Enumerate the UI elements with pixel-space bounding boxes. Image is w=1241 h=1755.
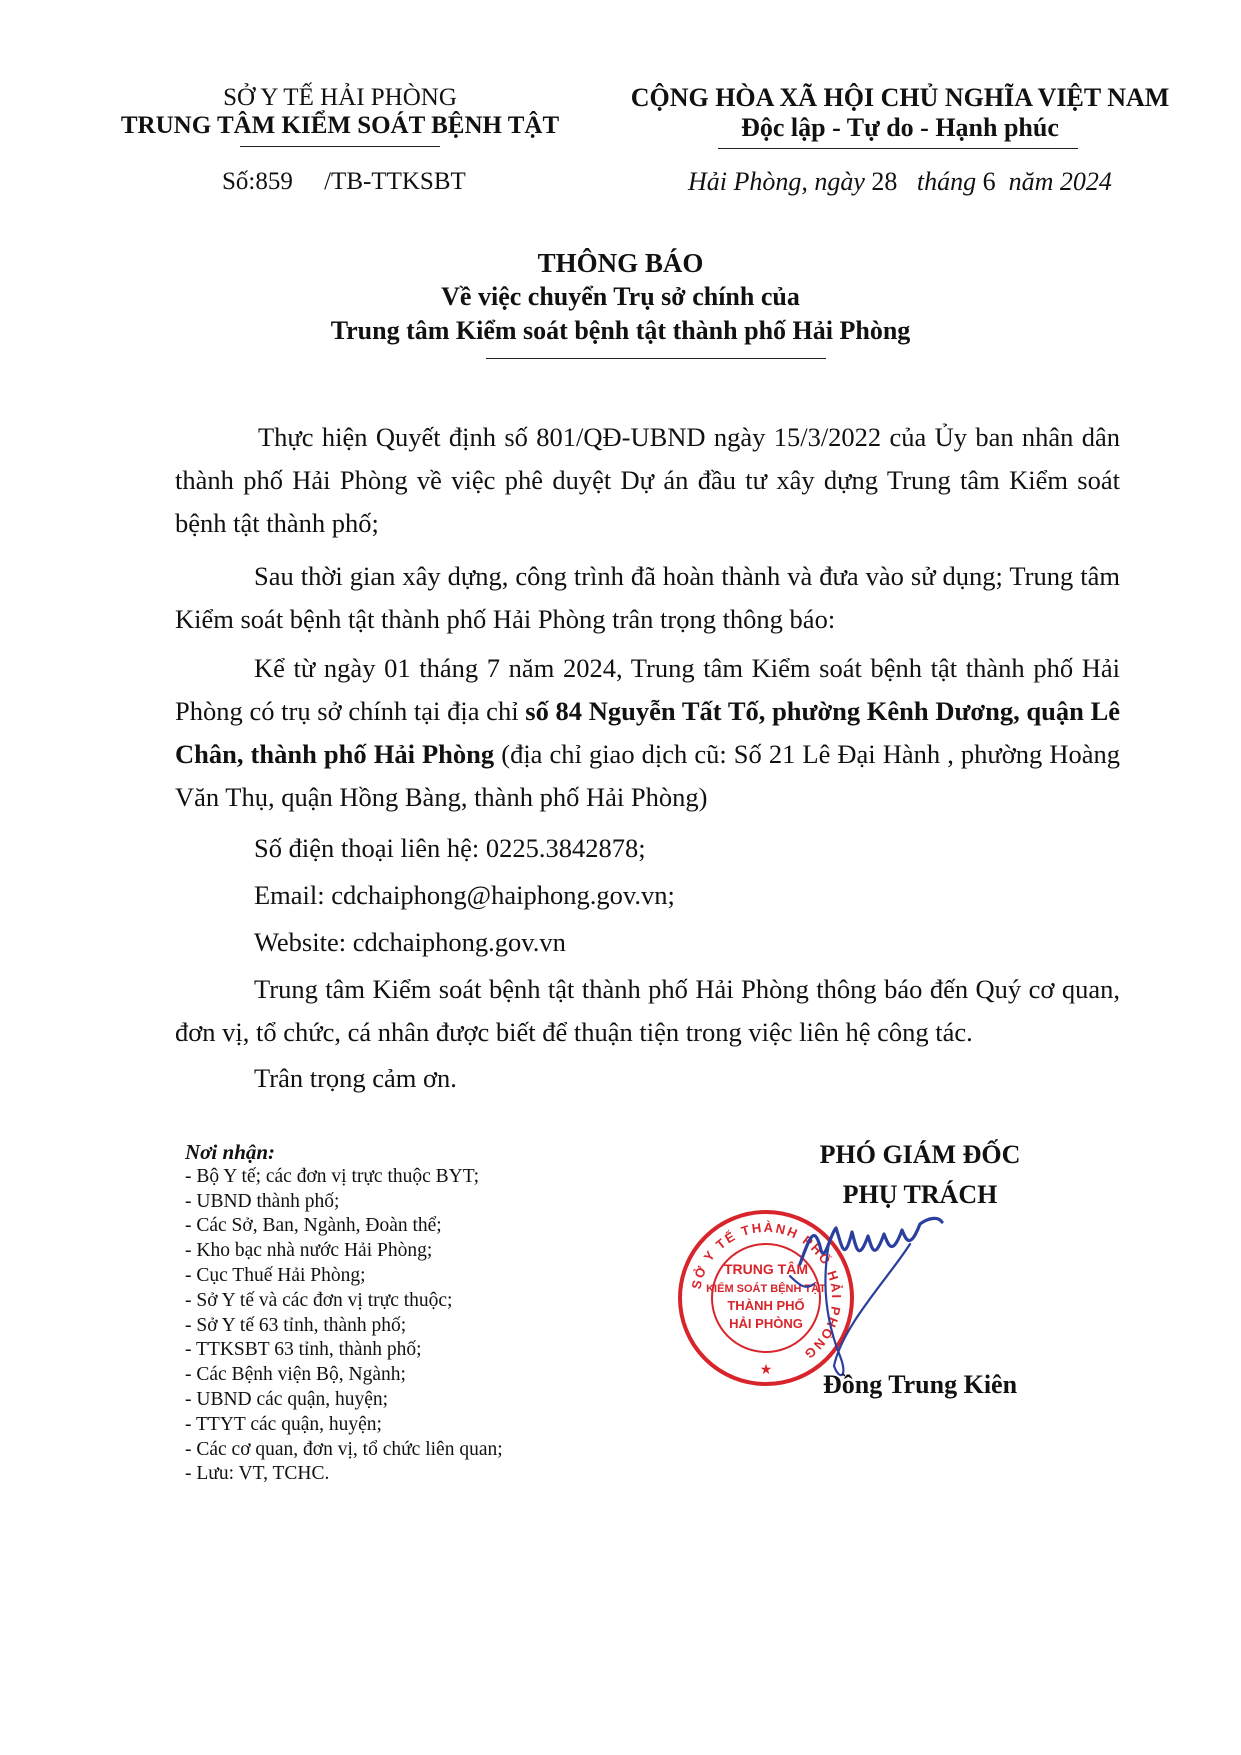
recipients-heading: Nơi nhận: <box>185 1140 276 1164</box>
recipient-item: - Các Sở, Ban, Ngành, Đoàn thể; <box>185 1215 442 1237</box>
national-motto: Độc lập - Tự do - Hạnh phúc <box>741 113 1059 142</box>
paragraph-new-address: Kể từ ngày 01 tháng 7 năm 2024, Trung tâm Kiểm soát bệnh tật thành phố Hải Phòng có trụ sở chính tại địa chỉ số 84 Nguyễn Tất Tố, phường Kênh Dương, quận Lê Chân, thành phố Hải Phòng (địa chỉ giao dịch cũ: Số 21 Lê Đại Hành , phường Hoàng Văn Thụ, quận Hồng Bàng, thành phố Hải Phòng) <box>175 653 1121 812</box>
recipient-item: - Các Bệnh viện Bộ, Ngành; <box>185 1364 406 1386</box>
title-underline <box>486 358 826 359</box>
recipient-item: - Lưu: VT, TCHC. <box>185 1463 330 1485</box>
stamp-line-2: KIỂM SOÁT BỆNH TẬT <box>706 1283 826 1295</box>
date-month-label: tháng <box>916 167 977 196</box>
agency-name: SỞ Y TẾ HẢI PHÒNG <box>223 84 457 111</box>
contact-phone: Số điện thoại liên hệ: 0225.3842878; <box>254 833 646 863</box>
stamp-star-icon: ★ <box>759 1362 773 1378</box>
signer-name: Đồng Trung Kiên <box>822 1370 1018 1399</box>
recipient-item: - Kho bạc nhà nước Hải Phòng; <box>185 1240 433 1262</box>
date-month: 6 <box>982 167 996 196</box>
doc-code: /TB-TTKSBT <box>324 168 466 195</box>
notice-subtitle-2: Trung tâm Kiểm soát bệnh tật thành phố Hải Phòng <box>330 316 911 345</box>
contact-website: Website: cdchaiphong.gov.vn <box>254 927 566 957</box>
closing-line: Trân trọng cảm ơn. <box>254 1063 457 1093</box>
doc-no-label: Số: <box>222 168 256 195</box>
stamp-line-4: HẢI PHÒNG <box>729 1316 803 1331</box>
recipient-item: - Bộ Y tế; các đơn vị trực thuộc BYT; <box>185 1165 479 1187</box>
recipient-item: - TTKSBT 63 tỉnh, thành phố; <box>185 1339 422 1361</box>
document-number <box>222 166 466 198</box>
recipient-item: - UBND thành phố; <box>185 1190 340 1212</box>
recipients-list <box>185 1140 503 1487</box>
paragraph-announcement: Trung tâm Kiểm soát bệnh tật thành phố Hải Phòng thông báo đến Quý cơ quan, đơn vị, tổ chức, cá nhân được biết để thuận tiện trong việc liên hệ công tác. <box>175 974 1120 1047</box>
signer-title-1: PHÓ GIÁM ĐỐC <box>819 1140 1021 1169</box>
org-underline <box>240 146 440 147</box>
date-day: 28 <box>871 167 898 196</box>
motto-underline <box>718 148 1078 149</box>
organization-name: TRUNG TÂM KIỂM SOÁT BỆNH TẬT <box>120 112 560 139</box>
date-prefix: Hải Phòng, ngày <box>688 167 865 196</box>
paragraph-decision: Thực hiện Quyết định số 801/QĐ-UBND ngày 15/3/2022 của Ủy ban nhân dân thành phố Hải Phòng về việc phê duyệt Dự án đầu tư xây dựng Trung tâm Kiểm soát bệnh tật thành phố; <box>175 422 1120 538</box>
stamp-line-1: TRUNG TÂM <box>724 1261 808 1277</box>
signer-title-2: PHỤ TRÁCH <box>842 1180 998 1209</box>
notice-subtitle-1: Về việc chuyển Trụ sở chính của <box>441 282 800 311</box>
new-address: số 84 Nguyễn Tất Tố, phường Kênh Dương, quận Lê Chân, thành phố Hải Phòng <box>175 696 1121 769</box>
document-date <box>688 166 1112 198</box>
notice-title: THÔNG BÁO <box>537 248 704 278</box>
stamp-line-3: THÀNH PHỐ <box>727 1298 805 1313</box>
handwritten-signature <box>770 1206 1010 1396</box>
stamp-ring-text: SỞ Y TẾ THÀNH PHỐ HẢI PHÒNG <box>688 1219 845 1363</box>
recipient-item: - Cục Thuế Hải Phòng; <box>185 1264 366 1286</box>
date-year: năm 2024 <box>1008 167 1112 196</box>
national-title: CỘNG HÒA XÃ HỘI CHỦ NGHĨA VIỆT NAM <box>630 83 1170 112</box>
recipient-item: - UBND các quận, huyện; <box>185 1388 389 1410</box>
paragraph-completion: Sau thời gian xây dựng, công trình đã hoàn thành và đưa vào sử dụng; Trung tâm Kiểm soát bệnh tật thành phố Hải Phòng trân trọng thông báo: <box>175 561 1120 634</box>
recipient-item: - TTYT các quận, huyện; <box>185 1413 382 1435</box>
recipient-item: - Sở Y tế 63 tỉnh, thành phố; <box>185 1314 407 1336</box>
recipient-item: - Các cơ quan, đơn vị, tổ chức liên quan; <box>185 1438 503 1460</box>
recipient-item: - Sở Y tế và các đơn vị trực thuộc; <box>185 1289 453 1311</box>
contact-email: Email: cdchaiphong@haiphong.gov.vn; <box>254 880 675 910</box>
doc-no: 859 <box>255 168 293 195</box>
